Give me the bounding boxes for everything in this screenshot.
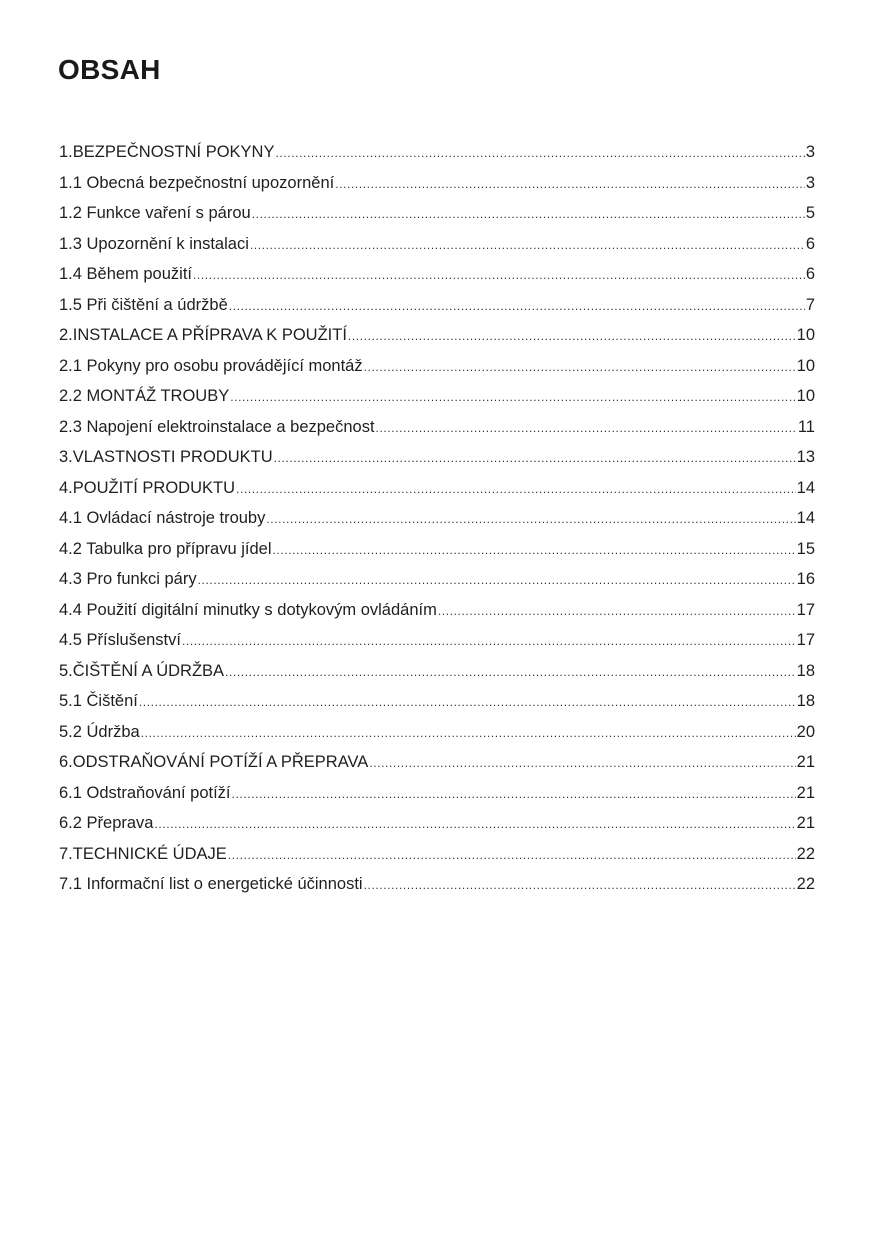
- toc-entry-label: 5.2 Údržba: [59, 722, 140, 741]
- toc-entry-label: 1.3 Upozornění k instalaci: [59, 234, 249, 253]
- toc-entry-label: 4.4 Použití digitální minutky s dotykovým ovládáním: [59, 600, 437, 619]
- toc-entry[interactable]: [59, 202, 815, 233]
- toc-dot-leader: [236, 478, 796, 500]
- toc-entry[interactable]: [59, 751, 815, 782]
- toc-entry[interactable]: [59, 233, 815, 264]
- toc-dot-leader: [348, 325, 796, 347]
- toc-dot-leader: [225, 661, 796, 683]
- toc-entry-label: 2.INSTALACE A PŘÍPRAVA K POUŽITÍ: [59, 326, 347, 344]
- toc-dot-leader: [228, 844, 796, 866]
- toc-entry[interactable]: [59, 660, 815, 691]
- toc-entry-page-number: 3: [805, 143, 815, 161]
- toc-entry[interactable]: [59, 141, 815, 172]
- toc-entry-page-number: 17: [796, 600, 815, 619]
- toc-entry-label: 4.3 Pro funkci páry: [59, 570, 197, 588]
- toc-entry-label: 1.4 Během použití: [59, 265, 192, 283]
- toc-entry-page-number: 10: [796, 326, 815, 344]
- toc-entry-page-number: 21: [796, 753, 815, 771]
- toc-entry-page-number: 15: [796, 539, 815, 558]
- toc-entry[interactable]: [59, 324, 815, 355]
- page-title: OBSAH: [58, 54, 161, 85]
- toc-entry[interactable]: [59, 477, 815, 508]
- toc-entry-label: 2.1 Pokyny pro osobu provádějící montáž: [59, 356, 363, 375]
- toc-entry[interactable]: [59, 629, 815, 660]
- toc-dot-leader: [139, 691, 796, 713]
- toc-dot-leader: [250, 234, 805, 256]
- toc-entry[interactable]: [59, 568, 815, 599]
- toc-entry-page-number: 18: [796, 692, 815, 710]
- toc-entry[interactable]: [59, 263, 815, 294]
- toc-entry-page-number: 20: [796, 722, 815, 741]
- toc-entry-page-number: 14: [796, 509, 815, 527]
- toc-entry-label: 5.ČIŠTĚNÍ A ÚDRŽBA: [59, 661, 225, 680]
- toc-dot-leader: [364, 356, 796, 378]
- toc-entry-page-number: 11: [797, 417, 815, 436]
- toc-entry[interactable]: [59, 843, 815, 874]
- table-of-contents: [59, 141, 815, 904]
- toc-entry[interactable]: [59, 721, 815, 752]
- toc-dot-leader: [193, 264, 805, 286]
- toc-entry[interactable]: [59, 873, 815, 904]
- toc-entry-label: 4.POUŽITÍ PRODUKTU: [59, 478, 236, 497]
- toc-entry[interactable]: [59, 446, 815, 477]
- toc-dot-leader: [229, 295, 805, 317]
- toc-entry-label: 4.1 Ovládací nástroje trouby: [59, 509, 266, 527]
- toc-entry-page-number: 3: [805, 173, 815, 192]
- toc-entry-page-number: 5: [805, 204, 815, 222]
- toc-entry-label: 7.TECHNICKÉ ÚDAJE: [59, 844, 227, 863]
- toc-entry-label: 1.BEZPEČNOSTNÍ POKYNY: [59, 143, 275, 161]
- toc-entry-label: 6.2 Přeprava: [59, 814, 154, 832]
- toc-entry-page-number: 6: [805, 265, 815, 283]
- toc-dot-leader: [273, 539, 796, 561]
- toc-entry-label: 1.2 Funkce vaření s párou: [59, 204, 251, 222]
- toc-dot-leader: [182, 630, 796, 652]
- toc-dot-leader: [335, 173, 805, 195]
- toc-entry-page-number: 22: [796, 844, 815, 863]
- toc-entry-label: 4.2 Tabulka pro přípravu jídel: [59, 539, 272, 558]
- toc-entry-page-number: 13: [796, 448, 815, 466]
- toc-entry-label: 3.VLASTNOSTI PRODUKTU: [59, 448, 273, 466]
- toc-entry-label: 6.ODSTRAŇOVÁNÍ POTÍŽÍ A PŘEPRAVA: [59, 753, 369, 771]
- toc-entry[interactable]: [59, 690, 815, 721]
- toc-entry-page-number: 14: [796, 478, 815, 497]
- toc-entry-page-number: 7: [805, 295, 815, 314]
- toc-entry-page-number: 6: [805, 234, 815, 253]
- toc-entry[interactable]: [59, 599, 815, 630]
- toc-entry[interactable]: [59, 172, 815, 203]
- toc-dot-leader: [438, 600, 796, 622]
- toc-entry-page-number: 10: [796, 387, 815, 405]
- toc-entry-label: 1.1 Obecná bezpečnostní upozornění: [59, 173, 335, 192]
- toc-entry-page-number: 16: [796, 570, 815, 588]
- toc-entry[interactable]: [59, 782, 815, 813]
- toc-dot-leader: [141, 722, 796, 744]
- toc-entry[interactable]: [59, 812, 815, 843]
- toc-entry-page-number: 18: [796, 661, 815, 680]
- toc-entry-label: 1.5 Při čištění a údržbě: [59, 295, 228, 314]
- toc-entry-label: 2.2 MONTÁŽ TROUBY: [59, 387, 230, 405]
- toc-entry-label: 4.5 Příslušenství: [59, 631, 181, 649]
- toc-entry-label: 7.1 Informační list o energetické účinnosti: [59, 875, 363, 893]
- toc-entry-label: 5.1 Čištění: [59, 692, 138, 710]
- toc-dot-leader: [275, 142, 804, 164]
- toc-dot-leader: [230, 386, 795, 408]
- toc-dot-leader: [369, 752, 795, 774]
- toc-entry-page-number: 17: [796, 631, 815, 649]
- toc-entry[interactable]: [59, 385, 815, 416]
- toc-dot-leader: [376, 417, 797, 439]
- toc-dot-leader: [232, 783, 796, 805]
- toc-entry-label: 6.1 Odstraňování potíží: [59, 783, 231, 802]
- toc-entry-page-number: 10: [796, 356, 815, 375]
- toc-entry[interactable]: [59, 294, 815, 325]
- toc-entry[interactable]: [59, 416, 815, 447]
- toc-dot-leader: [274, 447, 796, 469]
- toc-dot-leader: [252, 203, 805, 225]
- toc-dot-leader: [154, 813, 795, 835]
- toc-dot-leader: [364, 874, 796, 896]
- toc-entry[interactable]: [59, 538, 815, 569]
- toc-entry[interactable]: [59, 507, 815, 538]
- toc-dot-leader: [266, 508, 795, 530]
- toc-entry-page-number: 22: [796, 875, 815, 893]
- toc-entry[interactable]: [59, 355, 815, 386]
- toc-entry-page-number: 21: [796, 783, 815, 802]
- toc-entry-label: 2.3 Napojení elektroinstalace a bezpečnost: [59, 417, 375, 436]
- toc-entry-page-number: 21: [796, 814, 815, 832]
- toc-dot-leader: [198, 569, 796, 591]
